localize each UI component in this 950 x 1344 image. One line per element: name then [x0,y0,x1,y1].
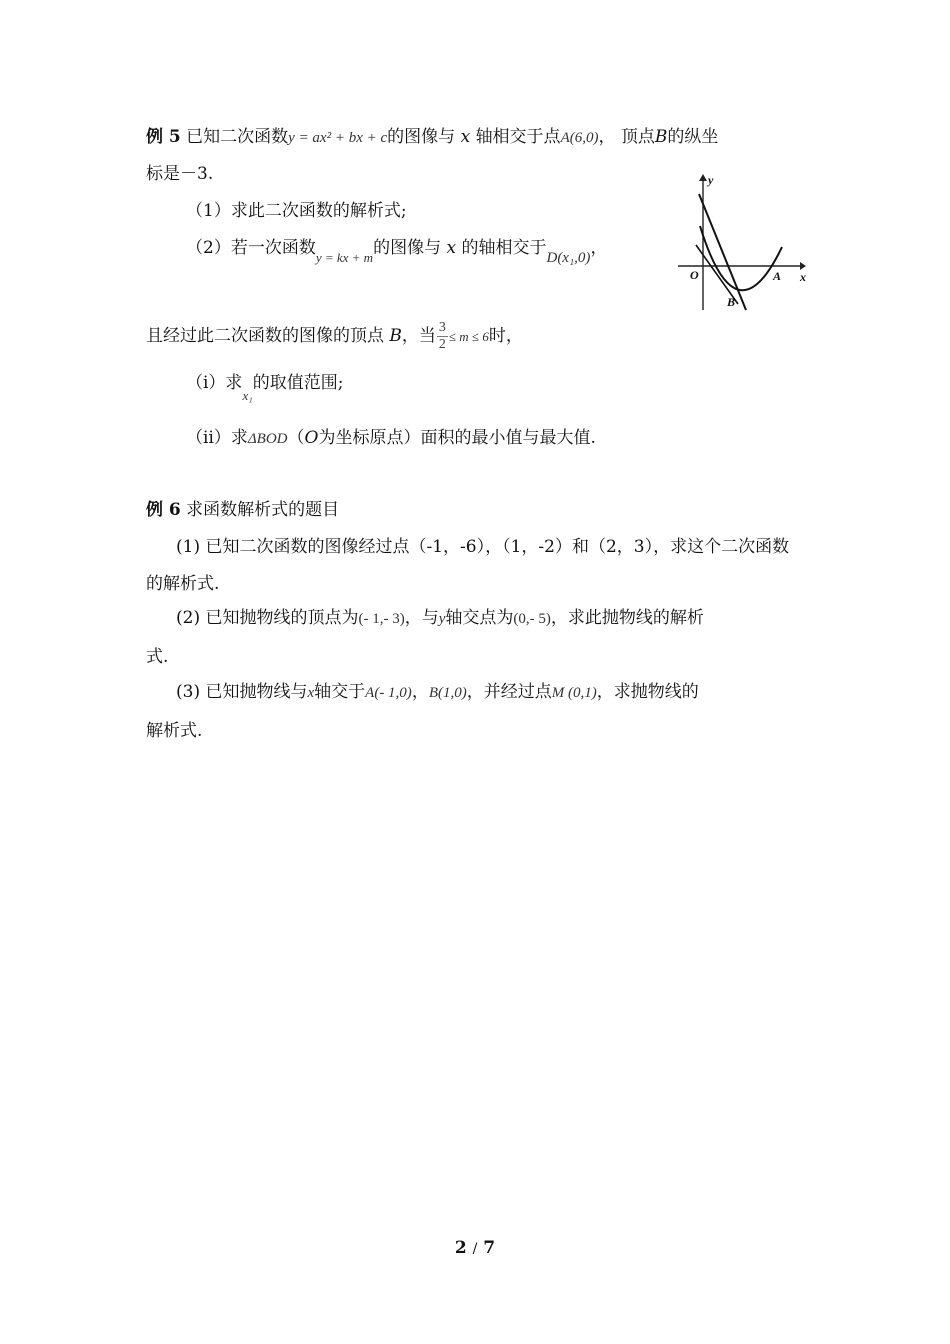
ex6-text: 轴交点为 [445,608,514,628]
ex5-text: 已知二次函数 [186,127,289,147]
ex5-text: 的取值范围; [252,373,344,393]
ex6-heading [146,500,339,520]
x-axis-label: x [800,270,806,284]
current-page: 2 [454,1238,467,1258]
o-variable: O [304,428,319,448]
point-a: A(6,0) [560,130,599,146]
ex6-p3-line-2: 解析式. [146,721,203,741]
ex5-q2 [186,238,608,266]
ex5-text: ， [590,238,608,258]
y-intercept-point: (0,- 5) [513,611,551,627]
ex6-text: (3) 已知抛物线与 [176,682,308,702]
x-variable: x [307,685,315,701]
point-b-label: B [727,295,736,309]
ex5-text: 且经过此二次函数的图像的顶点 [146,326,384,346]
ex6-text: (2) 已知抛物线的顶点为 [176,608,359,628]
ex5-label: 例 5 [146,127,181,147]
point-m: M (0,1) [551,685,597,701]
line-through-b-1 [699,194,746,310]
ex5-text: （ⅱ）求 [186,428,248,448]
ex6-text: ，求此抛物线的解析 [550,608,704,628]
ex6-text: ，并经过点 [466,682,552,702]
ex5-qii [186,428,596,449]
parabola-graph [672,170,812,315]
ex6-p1-line-1: (1) 已知二次函数的图像经过点（-1，-6），（1，-2）和（2，3），求这个二次函数 [176,537,790,557]
ex5-text: 为坐标原点）面积的最小值与最大值. [318,428,596,448]
ex5-text: 的图像与 [373,238,442,258]
ex6-text: ， [411,682,429,702]
ex5-q1: （1）求此二次函数的解析式; [186,201,407,221]
x-variable: x [446,238,457,258]
page-number [0,1238,950,1258]
point-d: D(x₁,0) [546,250,591,266]
y-axis-label: y [708,173,714,187]
origin-label: O [690,268,699,282]
ex6-text: ，与 [404,608,439,628]
ex5-text: 的轴相交于 [461,238,547,258]
total-pages: 7 [483,1238,496,1258]
ex5-text: ，当 [401,326,436,346]
vertex-point: (- 1,- 3) [358,611,405,627]
ex5-text: 时， [488,326,523,346]
point-b: B(1,0) [428,685,467,701]
ex6-p2-line-2: 式. [146,647,169,667]
x1-variable: x₁ [242,388,253,403]
ex5-text: 的纵坐 [667,127,719,147]
quadratic-equation: y = ax² + bx + c [288,130,388,146]
y-variable: y [438,611,446,627]
fraction-denominator: 2 [438,337,446,352]
ex5-text: ， 顶点 [598,127,655,147]
b-variable: B [654,127,668,147]
b-variable: B [389,326,402,346]
x-variable: x [460,127,471,147]
y-axis-arrow [699,174,707,181]
ex6-title: 求函数解析式的题目 [186,500,340,520]
ex5-text: （2）若一次函数 [186,238,316,258]
point-a: A(- 1,0) [365,685,412,701]
ex5-qi [186,373,344,403]
ex6-text: 轴交于 [314,682,366,702]
ex5-q3 [146,320,523,353]
ex5-text: 的图像与 [387,127,456,147]
ex5-text: 轴相交于点 [475,127,561,147]
ex5-text: （ⅰ）求 [186,373,243,393]
ex6-label: 例 6 [146,500,181,520]
parabola-curve [700,226,782,290]
page-separator: / [472,1241,478,1257]
ex6-text: ，求抛物线的 [596,682,699,702]
fraction-three-halves [437,320,448,353]
x-axis-arrow [800,262,806,270]
triangle-bod: ΔBOD [247,431,288,447]
ex6-p2-line-1 [176,608,704,629]
ex5-line-2: 标是－3. [146,164,214,184]
linear-equation: y = kx + m [315,250,374,265]
ex6-p1-line-2: 的解析式. [146,574,220,594]
fraction-numerator: 3 [438,320,446,335]
ex5-text: （ [287,428,305,448]
ex6-p3-line-1 [176,682,699,703]
point-a-label: A [773,269,782,283]
inequality: ≤ m ≤ 6 [448,329,489,344]
ex5-line-1 [146,127,718,148]
